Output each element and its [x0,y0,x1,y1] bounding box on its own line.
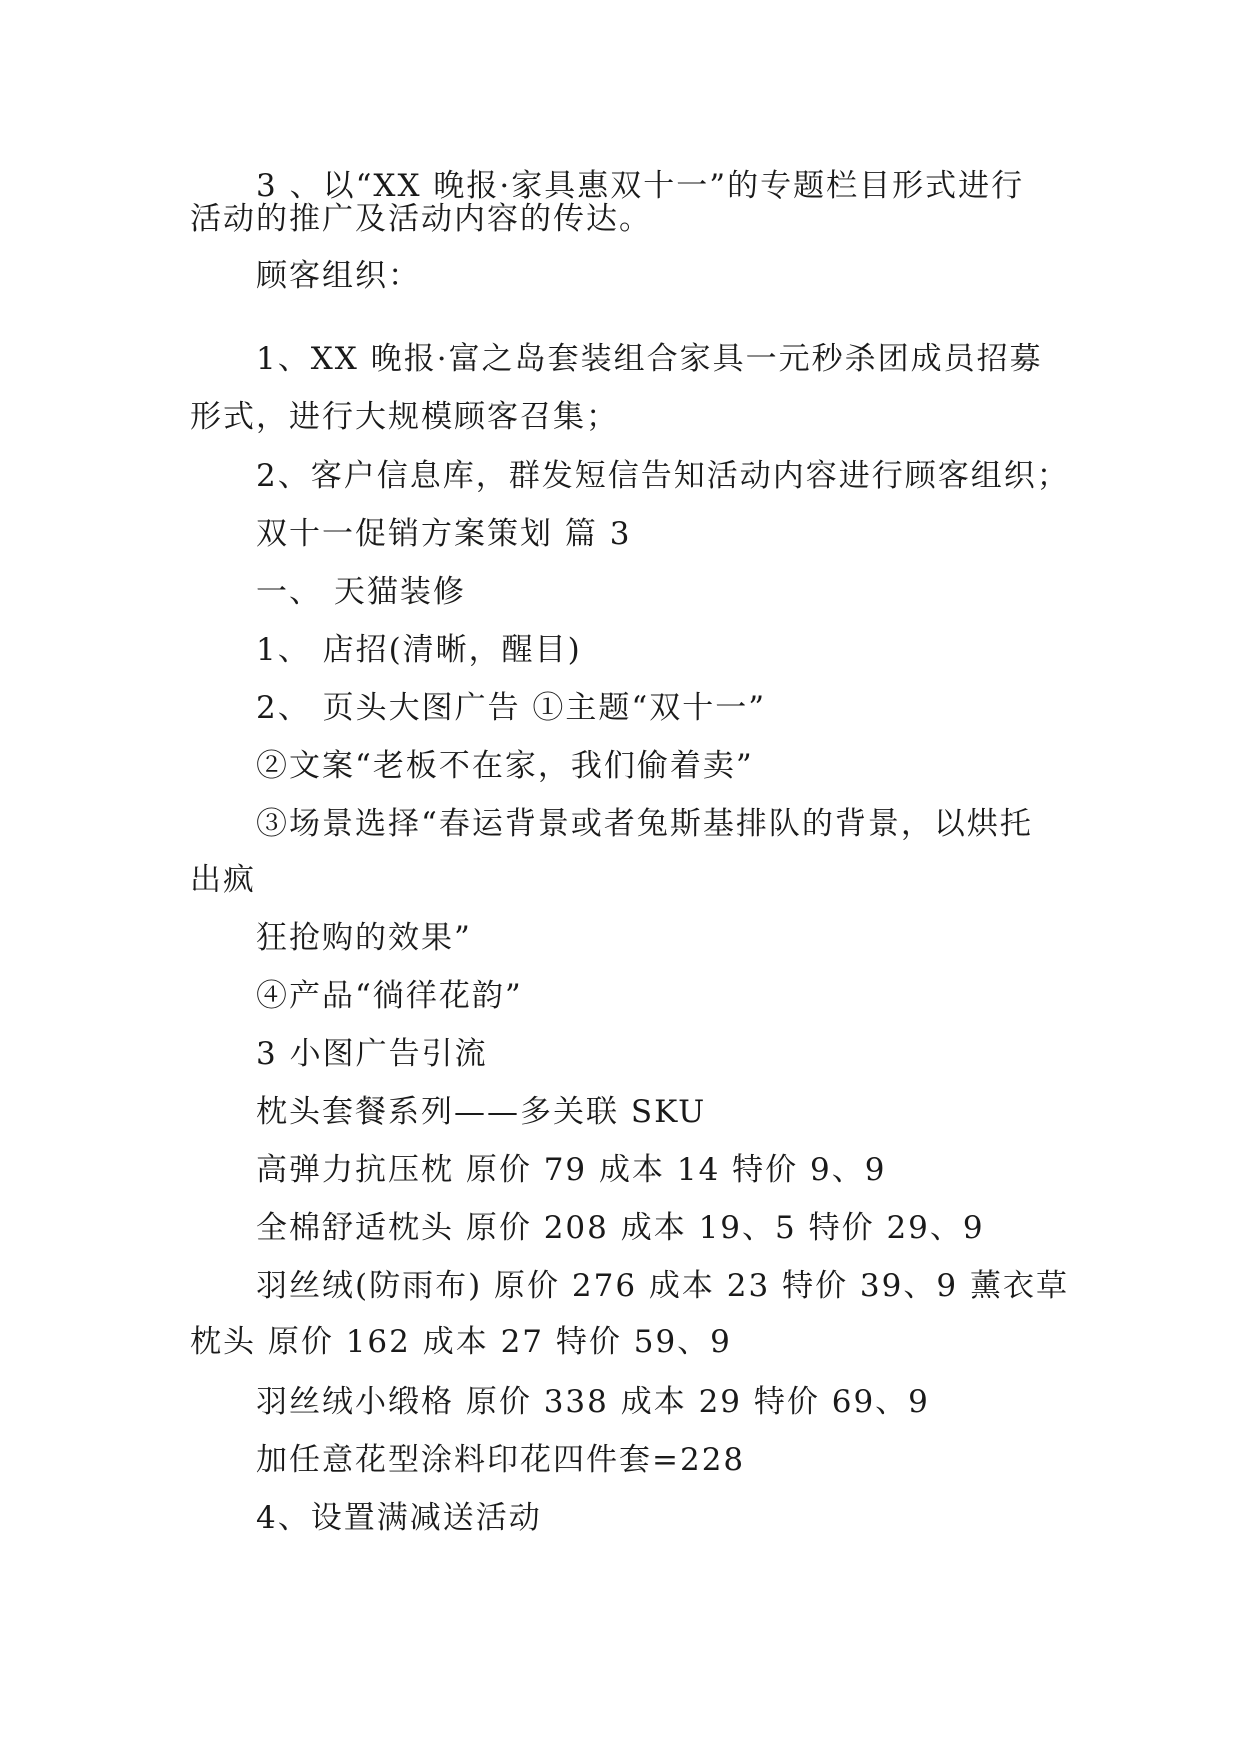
paragraph-line: 顾客组织： [256,258,421,294]
paragraph-line: 形式，进行大规模顾客召集； [190,399,619,435]
price-line: 羽丝绒(防雨布) 原价 276 成本 23 特价 39、9 薰衣草 [256,1268,1069,1304]
paragraph-line: 加任意花型涂料印花四件套=228 [256,1442,746,1478]
paragraph-line: 2、客户信息库，群发短信告知活动内容进行顾客组织； [256,458,1070,494]
paragraph-line: ④产品“徜徉花韵” [256,978,523,1014]
price-line: 高弹力抗压枕 原价 79 成本 14 特价 9、9 [256,1152,887,1188]
price-line: 全棉舒适枕头 原价 208 成本 19、5 特价 29、9 [256,1210,985,1246]
section-heading: 双十一促销方案策划 篇 3 [256,516,632,552]
price-line: 羽丝绒小缎格 原价 338 成本 29 特价 69、9 [256,1384,930,1420]
paragraph-line: 3 、以“XX 晚报·家具惠双十一”的专题栏目形式进行 [256,168,1025,204]
paragraph-line: 活动的推广及活动内容的传达。 [190,201,652,237]
paragraph-line: 3 小图广告引流 [256,1036,488,1072]
paragraph-line: 出疯 [190,862,256,898]
paragraph-line: 一、 天猫装修 [256,574,466,610]
paragraph-line: 狂抢购的效果” [256,920,472,956]
paragraph-line: ②文案“老板不在家，我们偷着卖” [256,748,754,784]
paragraph-line: 1、 店招(清晰，醒目) [256,632,582,668]
paragraph-line: 4、设置满减送活动 [256,1500,542,1536]
paragraph-line: 1、XX 晚报·富之岛套装组合家具一元秒杀团成员招募 [256,341,1043,377]
price-line: 枕头 原价 162 成本 27 特价 59、9 [190,1324,732,1360]
paragraph-line: ③场景选择“春运背景或者兔斯基排队的背景，以烘托 [256,806,1033,842]
paragraph-line: 枕头套餐系列——多关联 SKU [256,1094,707,1130]
paragraph-line: 2、 页头大图广告 ①主题“双十一” [256,690,767,726]
